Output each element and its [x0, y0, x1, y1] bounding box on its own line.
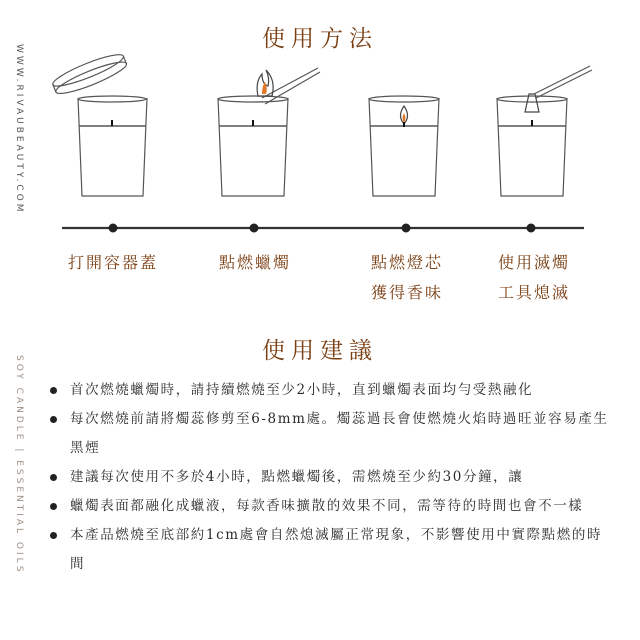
usage-title: 使用方法 [262, 26, 378, 52]
flame-icon [401, 106, 408, 124]
timeline [62, 224, 584, 233]
lid-icon [50, 50, 129, 99]
step-4-label: 使用滅燭 工具熄滅 [497, 253, 570, 302]
snuffer-icon [525, 66, 592, 112]
step-3-label: 點燃燈芯 獲得香味 [370, 253, 443, 302]
candle-snuffer-illustration [497, 66, 592, 196]
tip-item: 蠟燭表面都融化成蠟液，每款香味擴散的效果不同，需等待的時間也會不一樣 [50, 492, 610, 521]
timeline-dot [250, 224, 259, 233]
tip-item: 首次燃燒蠟燭時，請持續燃燒至少2小時，直到蠟燭表面均勻受熱融化 [50, 376, 610, 405]
tip-item: 建議每次使用不多於4小時，點燃蠟燭後，需燃燒至少約30分鐘，讓 [50, 463, 610, 492]
tip-item: 每次燃燒前請將燭蕊修剪至6-8mm處。燭蕊過長會使燃燒火焰時過旺並容易產生黑煙 [50, 405, 610, 463]
product-tagline: SOY CANDLE | ESSENTIAL OILS [14, 355, 24, 575]
timeline-dot [402, 224, 411, 233]
timeline-dot [527, 224, 536, 233]
tips-list [50, 376, 610, 579]
tip-item: 本產品燃燒至底部約1cm處會自然熄滅屬正常現象，不影響使用中實際點燃的時間 [50, 521, 610, 579]
step-1-label: 打開容器蓋 [67, 253, 158, 272]
candle-open-lid-illustration [50, 50, 147, 196]
tips-title: 使用建議 [262, 338, 378, 364]
website-url: WWW.RIVAUBEAUTY.COM [14, 44, 24, 215]
timeline-dot [109, 224, 118, 233]
step-2-label: 點燃蠟燭 [218, 253, 291, 272]
candle-match-illustration [218, 68, 320, 196]
candle-burning-illustration [369, 96, 439, 196]
